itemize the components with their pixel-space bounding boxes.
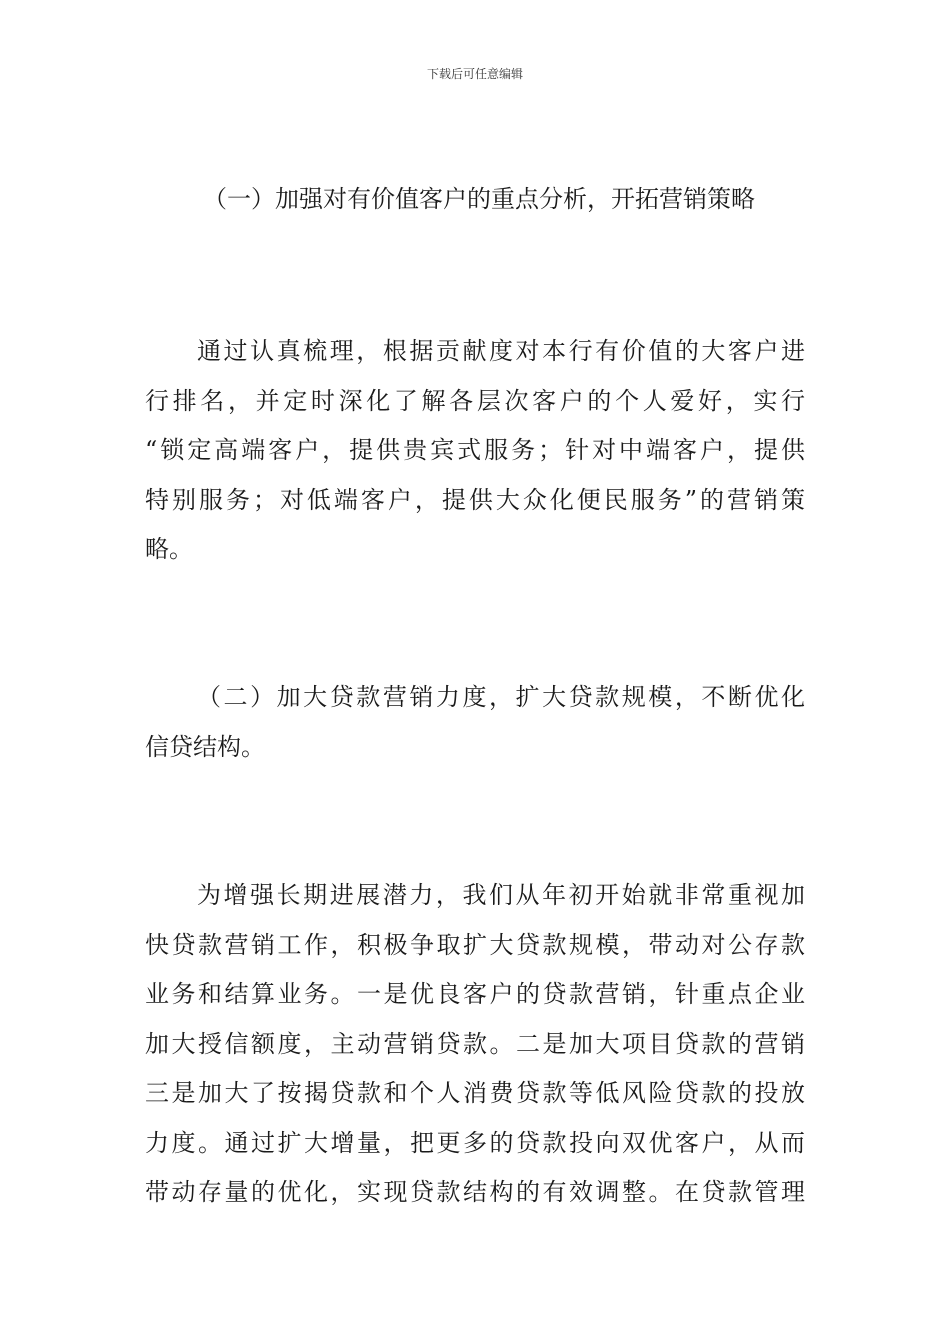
paragraph-2 [145,871,805,1218]
paragraph-line: 略。 [145,535,193,563]
paragraph-line: 带动存量的优化，实现贷款结构的有效调整。在贷款管理 [145,1178,805,1206]
heading-line: 信贷结构。 [145,732,265,761]
paragraph-1 [145,327,805,575]
paragraph-line: “锁定高端客户，提供贵宾式服务；针对中端客户，提供 [145,436,805,464]
section-heading-1: （一）加强对有价值客户的重点分析，开拓营销策略 [203,185,755,213]
header-note: 下载后可任意编辑 [426,67,523,81]
paragraph-line: 业务和结算业务。一是优良客户的贷款营销，针重点企业 [145,980,805,1008]
paragraph-line: 为增强长期进展潜力，我们从年初开始就非常重视加 [197,881,805,909]
paragraph-line: 三是加大了按揭贷款和个人消费贷款等低风险贷款的投放 [145,1079,805,1107]
heading-line: （二）加大贷款营销力度，扩大贷款规模，不断优化 [197,683,805,711]
paragraph-line: 快贷款营销工作，积极争取扩大贷款规模，带动对公存款 [145,930,805,959]
paragraph-line: 特别服务；对低端客户，提供大众化便民服务”的营销策 [145,485,805,514]
paragraph-line: 力度。通过扩大增量，把更多的贷款投向双优客户，从而 [145,1128,805,1157]
section-heading-2 [145,673,805,772]
paragraph-line: 通过认真梳理，根据贡献度对本行有价值的大客户进 [197,337,805,365]
paragraph-line: 加大授信额度，主动营销贷款。二是加大项目贷款的营销 [145,1029,805,1058]
paragraph-line: 行排名，并定时深化了解各层次客户的个人爱好，实行 [145,386,805,415]
